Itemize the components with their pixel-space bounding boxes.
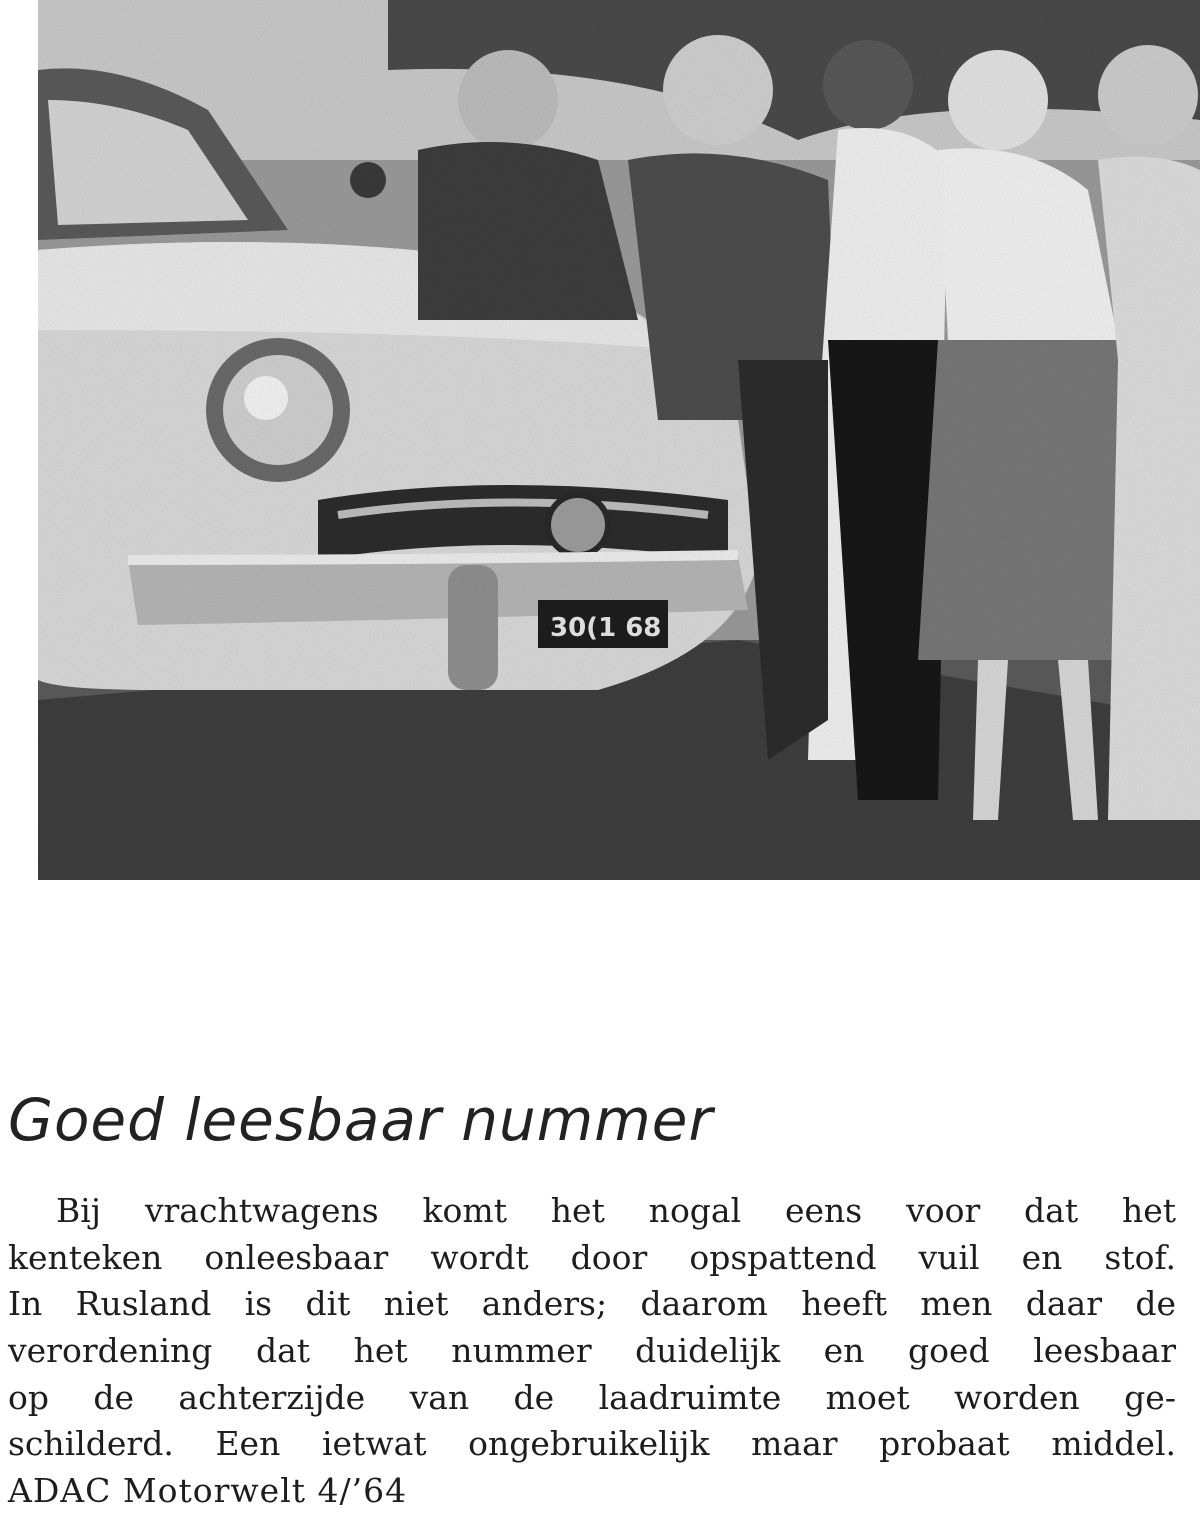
article-body: [8, 1188, 1176, 1515]
car-with-people-photo: [38, 0, 1200, 880]
article-source: ADAC Motorwelt 4/’64: [8, 1471, 408, 1511]
article-line: kenteken onleesbaar wordt door opspattend vuil en stof.: [8, 1237, 1176, 1277]
article-line: schilderd. Een ietwat ongebruikelijk maar probaat middel.: [8, 1424, 1176, 1464]
license-plate-text: 30(1 68: [550, 613, 662, 643]
article-line: In Rusland is dit niet anders; daarom heeft men daar de: [8, 1284, 1176, 1324]
article-line: Bij vrachtwagens komt het nogal eens voor dat het: [56, 1191, 1176, 1230]
article-line: verordening dat het nummer duidelijk en goed leesbaar: [8, 1331, 1176, 1371]
newspaper-photo: [38, 0, 1200, 880]
article-line: op de achterzijde van de laadruimte moet worden ge-: [8, 1377, 1176, 1417]
article-headline: Goed leesbaar nummer: [8, 1086, 714, 1154]
